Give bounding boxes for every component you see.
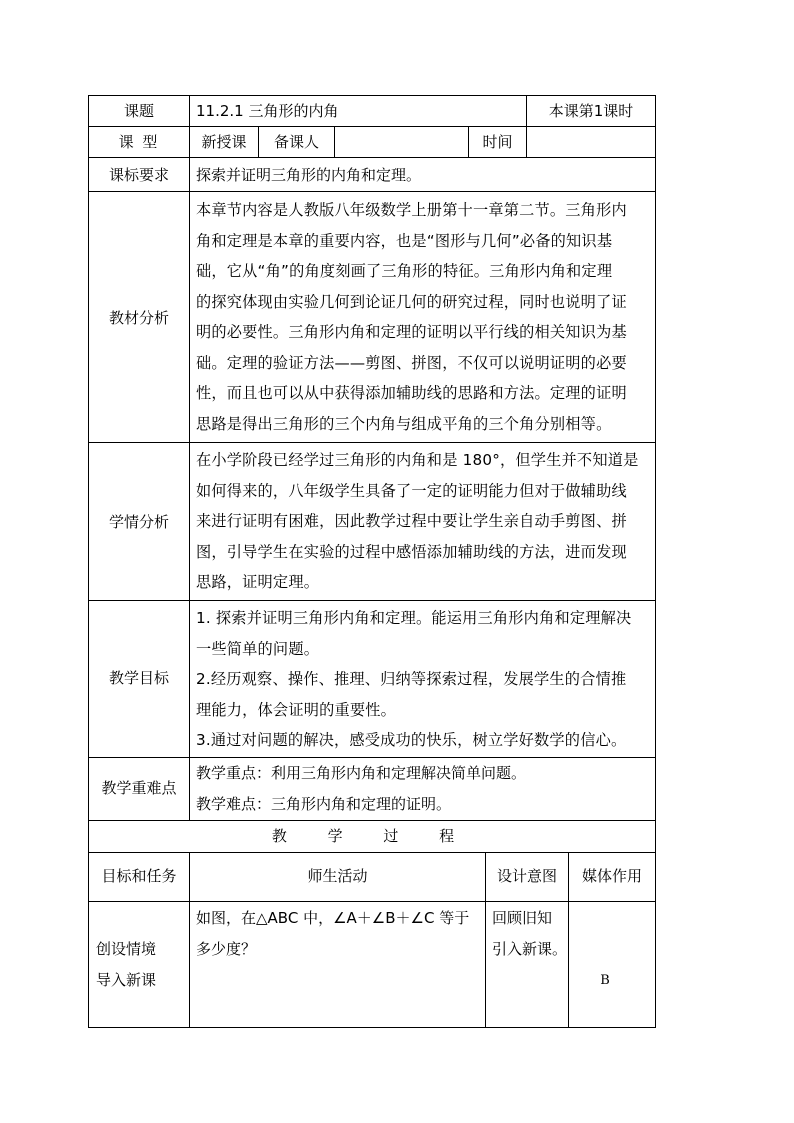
students-line: 思路，证明定理。 [196,573,320,591]
goals-line: 理能力，体会证明的重要性。 [196,700,397,719]
students-text [196,445,639,598]
process-heading: 教 学 过 程 [271,827,473,845]
lesson-count: 本课第1课时 [548,102,634,120]
time-label: 时间 [482,133,513,151]
students-line: 如何得来的，八年级学生具备了一定的证明能力但对于做辅助线 [196,481,627,500]
task-line: 导入新课 [96,971,157,989]
preparer-label: 备课人 [273,133,319,151]
analysis-line: 角和定理是本章的重要内容，也是“图形与几何”必备的知识基 [196,231,613,250]
standard-label: 课标要求 [108,166,169,184]
media-figure-label: B [600,973,610,988]
col-task-header: 目标和任务 [101,867,177,885]
keypoints-focus: 教学重点：利用三角形内角和定理解决简单问题。 [196,764,527,782]
type-label: 课 型 [118,133,160,151]
students-label: 学情分析 [108,513,169,531]
standard-text: 探索并证明三角形的内角和定理。 [196,166,422,184]
task-line: 创设情境 [96,940,157,958]
analysis-line: 明的必要性。三角形内角和定理的证明以平行线的相关知识为基 [196,323,627,341]
activity-line: 如图，在△ABC 中，∠A＋∠B＋∠C 等于 [196,909,470,927]
students-line: 来进行证明有困难，因此教学过程中要让学生亲自动手剪图、拼 [196,512,627,530]
activity-line: 多少度？ [196,940,257,958]
col-intent-header: 设计意图 [496,867,557,885]
analysis-label: 教材分析 [108,309,169,327]
goals-line: 一些简单的问题。 [196,639,320,658]
analysis-line: 础，它从“角”的角度刻画了三角形的特征。三角形内角和定理 [196,262,613,280]
lesson-title: 11.2.1 三角形的内角 [196,102,339,120]
analysis-line: 础。定理的验证方法——剪图、拼图，不仅可以说明证明的必要 [196,353,627,372]
keypoints-difficulty: 教学难点：三角形内角和定理的证明。 [196,795,452,813]
analysis-line: 本章节内容是人教版八年级数学上册第十一章第二节。三角形内 [196,201,627,219]
col-media-header: 媒体作用 [581,867,642,885]
goals-line: 1. 探索并证明三角形内角和定理。能运用三角形内角和定理解决 [196,609,632,627]
title-label: 课题 [123,102,154,120]
goals-text [196,603,631,756]
analysis-line: 性，而且也可以从中获得添加辅助线的思路和方法。定理的证明 [196,384,627,402]
analysis-text [196,195,627,439]
students-line: 在小学阶段已经学过三角形的内角和是 180°，但学生并不知道是 [196,451,639,469]
students-line: 图，引导学生在实验的过程中感悟添加辅助线的方法，进而发现 [196,542,627,561]
goals-line: 2.经历观察、操作、推理、归纳等探索过程，发展学生的合情推 [196,670,627,688]
type-value: 新授课 [201,133,247,151]
intent-line: 引入新课。 [492,940,568,958]
analysis-line: 思路是得出三角形的三个内角与组成平角的三个角分别相等。 [196,414,612,433]
keypoints-label: 教学重难点 [101,779,177,797]
intent-line: 回顾旧知 [492,909,553,927]
goals-line: 3.通过对问题的解决，感受成功的快乐，树立学好数学的信心。 [196,731,627,749]
goals-label: 教学目标 [108,669,169,687]
col-activity-header: 师生活动 [307,867,368,885]
analysis-line: 的探究体现由实验几何到论证几何的研究过程，同时也说明了证 [196,292,627,311]
